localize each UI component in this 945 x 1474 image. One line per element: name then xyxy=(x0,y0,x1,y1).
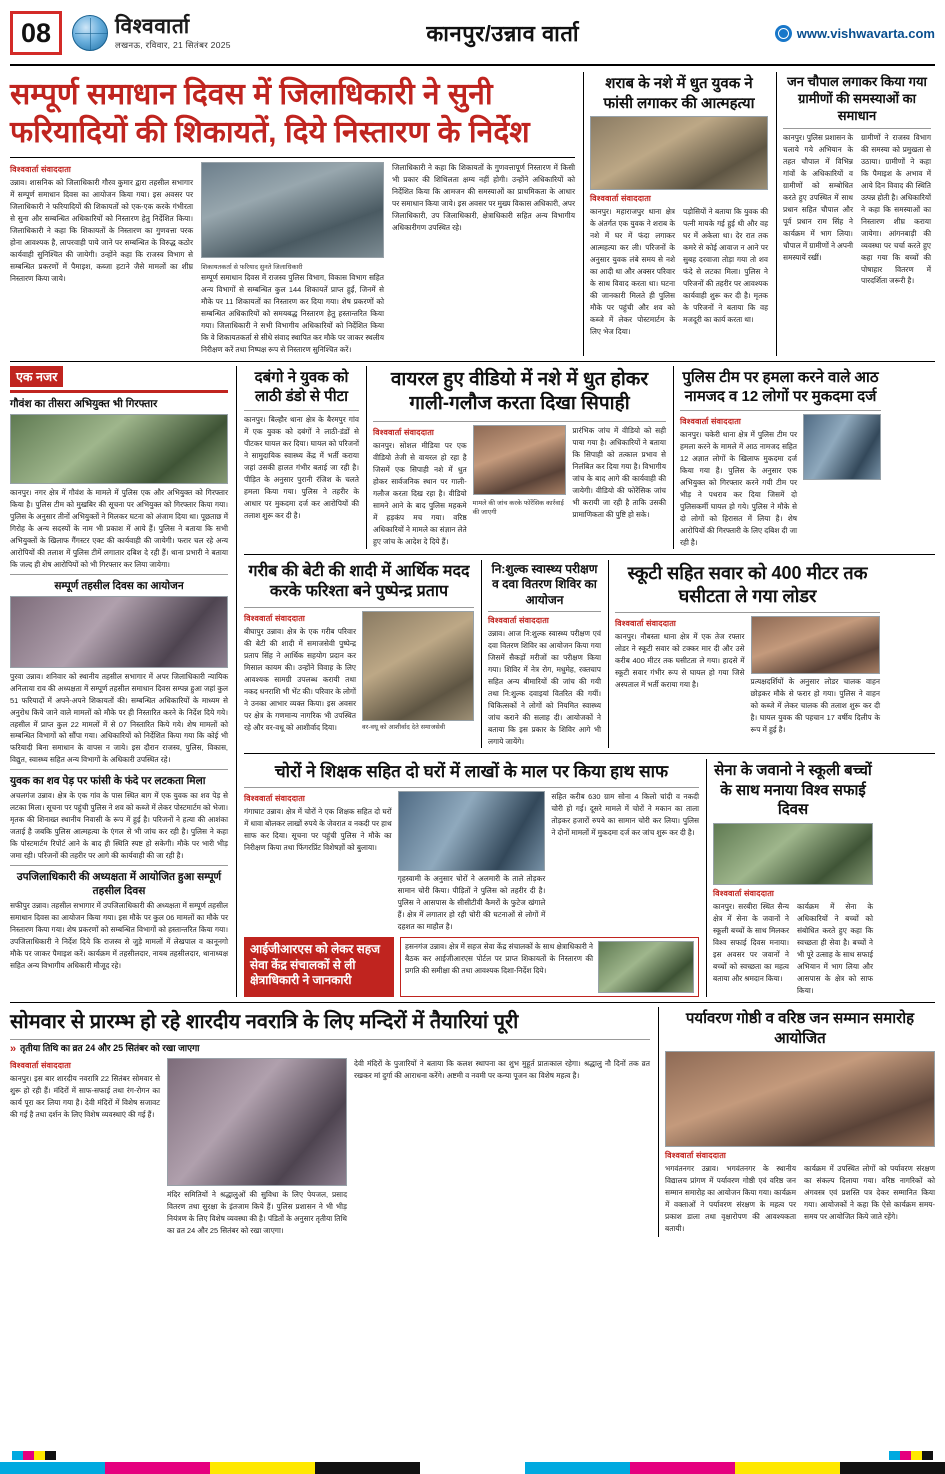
sidebar-item-3-title: उपजिलाधिकारी की अध्यक्षता में आयोजित हुआ सम्पूर्ण तहसील दिवस xyxy=(16,871,222,898)
story-viral-text-2: प्रारंभिक जांच में वीडियो को सही पाया गया है। अधिकारियों ने बताया कि सिपाही को तत्काल प्रभाव से निलंबित कर दिया गया है। विभागीय जांच के बाद आगे की कार्यवाही की जायेगी। वीडियो की फोरेंसिक जांच भी करायी जा रही है ताकि उसकी प्रामाणिकता की पुष्टि हो सके। xyxy=(572,426,667,519)
story-chor-headline: चोरों ने शिक्षक सहित दो घरों में लाखों के माल पर किया हाथ साफ xyxy=(274,762,669,782)
story-scooty-text-1: कानपुर। नौबस्ता थाना क्षेत्र में एक तेज रफ्तार लोडर ने स्कूटी सवार को टक्कर मार दी और उसे करीब 400 मीटर तक घसीटता ले गया। हादसे में स्कूटी सवार गंभीर रूप से घायल हो गया जिसे अस्पताल में भर्ती कराया गया है। xyxy=(615,632,745,690)
story-chor-text-1: गंगाघाट उन्नाव। क्षेत्र में चोरों ने एक शिक्षक सहित दो घरों में धावा बोलकर लाखों रुपये के जेवरात व नकदी पर हाथ साफ कर दिया। सूचना पर पहुंची पुलिस ने मौके का निरीक्षण किया तथा फिंगरप्रिंट विशेषज्ञों को बुलाया। xyxy=(244,807,392,853)
website-url: www.vishwavarta.com xyxy=(796,25,935,41)
story-sena-byline: विश्ववार्ता संवाददाता xyxy=(713,888,775,898)
story-viral-byline: विश्ववार्ता संवाददाता xyxy=(373,428,435,438)
sidebar-item-1-title: सम्पूर्ण तहसील दिवस का आयोजन xyxy=(54,579,184,592)
story-shivir-text: उन्नाव। आज नि:शुल्क स्वास्थ्य परीक्षण एवं दवा वितरण शिविर का आयोजन किया गया जिसमें सैकड़ों मरीजों का परीक्षण किया गया। शिविर में नेत्र रोग, मधुमेह, रक्तचाप सहित अन्य बीमारियों की जांच की गयी तथा नि:शुल्क दवाइयां वितरित की गयीं। चिकित्सकों ने लोगों को नियमित स्वास्थ्य जांच कराने की सलाह दी। आयोजकों ने बताया कि इस प्रकार के शिविर आगे भी लगाये जायेंगे। xyxy=(488,629,601,747)
story-viral-photo xyxy=(473,425,567,495)
bottom-subnote: तृतीया तिथि का व्रत 24 और 25 सितंबर को रखा जाएगा xyxy=(20,1043,200,1054)
bottom-right-story xyxy=(658,1007,935,1237)
top-right-byline: विश्ववार्ता संवाददाता xyxy=(590,194,652,203)
bottom-text-2: मंदिर समितियों ने श्रद्धालुओं की सुविधा के लिए पेयजल, प्रसाद वितरण तथा सुरक्षा के इंतजाम किये हैं। पुलिस प्रशासन ने भी भीड़ नियंत्रण के लिए विशेष व्यवस्था की है। पंडितों के अनुसार तृतीया तिथि का व्रत 24 और 25 सितंबर को रखा जाएगा। xyxy=(167,1190,347,1236)
story-danga-text: कानपुर। बिल्हौर थाना क्षेत्र के बैरमपुर गांव में एक युवक को दबंगों ने लाठी-डंडों से पीटकर घायल कर दिया। घायल को परिजनों ने सामुदायिक स्वास्थ्य केंद्र में भर्ती कराया जहां उसकी हालत गंभीर बताई जा रही है। पीड़ित के अनुसार पुरानी रंजिश के चलते हमला किया गया। पुलिस ने तहरीर के आधार पर मुकदमा दर्ज कर आरोपियों की तलाश शुरू कर दी है। xyxy=(244,414,359,520)
far-right-text-2: ग्रामीणों ने राजस्व विभाग की समस्या को प्रमुखता से उठाया। ग्रामीणों ने कहा कि पैमाइश के अभाव में आये दिन विवाद की स्थिति उत्पन्न होती है। अधिकारियों ने कहा कि समस्याओं का निस्तारण शीघ्र कराया जायेगा। आंगनबाड़ी की व्यवस्था पर चर्चा करते हुए कहा गया कि बच्चों की पोषाहार वितरण में पारदर्शिता जरूरी है। xyxy=(861,132,931,286)
chevron-right-icon: » xyxy=(10,1043,17,1056)
bottom-left-story xyxy=(10,1007,650,1237)
far-right-story xyxy=(776,72,931,356)
bottom-text-1: कानपुर। इस बार शारदीय नवरात्रि 22 सितंबर सोमवार से शुरू हो रही हैं। मंदिरों में साफ-सफाई तथा रंग-रोगन का कार्य पूरा कर लिया गया है। देवी मंदिरों में विशेष सजावट की गई है तथा दर्शन के लिए विशेष व्यवस्थाएं की गई हैं। xyxy=(10,1074,160,1120)
story-scooty-headline: स्कूटी सहित सवार को 400 मीटर तक घसीटता ले गया लोडर xyxy=(627,562,868,606)
bottom-headline: सोमवार से प्रारम्भ हो रहे शारदीय नवरात्रि के लिए मन्दिरों में तैयारियां पूरी xyxy=(10,1011,519,1034)
lead-story xyxy=(10,72,575,356)
lead-photo-caption: शिकायतकर्ता से फरियाद सुनते जिलाधिकारी xyxy=(201,263,303,271)
sidebar-item-0 xyxy=(10,397,228,571)
masthead xyxy=(10,6,935,66)
top-right-text-2: पड़ोसियों ने बताया कि युवक की पत्नी मायके गई हुई थी और वह घर में अकेला था। देर रात तक कमरे से कोई आवाज न आने पर सुबह दरवाजा तोड़ा गया तो शव फंदे से लटका मिला। पुलिस ने परिजनों की तहरीर पर आवश्यक कार्यवाही शुरू कर दी है। मृतक के परिजनों ने बताया कि वह मजदूरी का कार्य करता था। xyxy=(683,207,768,324)
story-beti-headline: गरीब की बेटी की शादी में आर्थिक मदद करके फरिश्ता बने पुष्पेन्द्र प्रताप xyxy=(248,562,470,601)
story-chor-byline: विश्ववार्ता संवाददाता xyxy=(244,794,306,804)
story-viral-text-1: कानपुर। सोशल मीडिया पर एक वीडियो तेजी से वायरल हो रहा है जिसमें एक सिपाही नशे में धुत होकर सार्वजनिक स्थान पर गाली-गलौज करता दिख रहा है। वीडियो सामने आने के बाद पुलिस महकमे में हड़कंप मच गया। वरिष्ठ अधिकारियों ने मामले का संज्ञान लेते हुए जांच के आदेश दे दिये हैं। xyxy=(373,441,467,546)
bottom-right-text-2: कार्यक्रम में उपस्थित लोगों को पर्यावरण संरक्षण का संकल्प दिलाया गया। वरिष्ठ नागरिकों को अंगवस्त्र एवं प्रशस्ति पत्र देकर सम्मानित किया गया। आयोजकों ने कहा कि ऐसे कार्यक्रम समय-समय पर आयोजित किये जाते रहेंगे। xyxy=(804,1164,935,1222)
story-fir-text: कानपुर। चकेरी थाना क्षेत्र में पुलिस टीम पर हमला करने के मामले में आठ नामजद सहित 12 अज्ञात लोगों के खिलाफ मुकदमा दर्ज किया गया है। पुलिस के अनुसार एक अभियुक्त को गिरफ्तार करने गयी टीम पर भीड़ ने पथराव कर दिया जिसमें दो पुलिसकर्मी घायल हो गये। पुलिस ने मौके से दो लोगों को हिरासत में लिया है। शेष आरोपियों की गिरफ्तारी के लिए दबिश दी जा रही है। xyxy=(680,429,797,547)
far-right-headline: जन चौपाल लगाकर किया गया ग्रामीणों की समस्याओं का समाधान xyxy=(787,74,927,123)
sidebar-item-0-photo xyxy=(10,414,228,484)
story-sena-text-2: कार्यक्रम में सेना के अधिकारियों ने बच्चों को संबोधित करते हुए कहा कि स्वच्छता ही सेवा है। बच्चों ने भी पूरे उत्साह के साथ सफाई अभियान में भाग लिया और आसपास के क्षेत्र को साफ किया। xyxy=(797,901,873,995)
globe-icon xyxy=(72,15,108,51)
story-igrs-box xyxy=(244,937,394,997)
lead-headline: सम्पूर्ण समाधान दिवस में जिलाधिकारी ने सुनी फरियादियों की शिकायतें, दिये निस्तारण के निर्देश xyxy=(10,78,530,150)
lead-photo xyxy=(201,162,384,258)
story-shivir xyxy=(481,560,601,749)
story-igrs-title: आईजीआरएस को लेकर सहज सेवा केंद्र संचालकों से ली क्षेत्राधिकारी ने जानकारी xyxy=(250,942,381,988)
cmyk-bar-left xyxy=(12,1451,56,1460)
sidebar-item-2-title: युवक का शव पेड़ पर फांसी के फंदे पर लटकता मिला xyxy=(10,775,206,788)
ek-nazar-sidebar xyxy=(10,366,228,997)
story-fir xyxy=(673,366,881,549)
middle-block xyxy=(236,366,935,997)
sidebar-item-2-text: अचलगंज उन्नाव। क्षेत्र के एक गांव के पास स्थित बाग में एक युवक का शव पेड़ से लटका मिला। सूचना पर पहुंची पुलिस ने शव को कब्जे में लेकर पोस्टमार्टम को भेजा। मृतक की शिनाख्त स्थानीय निवासी के रूप में हुई है। परिजनों ने हत्या की आशंका जताई है जबकि पुलिस आत्महत्या के एंगल से भी जांच कर रही है। पुलिस ने कहा कि पोस्टमार्टम रिपोर्ट आने के बाद ही स्थिति स्पष्ट हो सकेगी। मौके पर भारी भीड़ जमा रही। परिजनों की तहरीर पर आगे की कार्यवाही की जा रही है। xyxy=(10,791,228,861)
globe-small-icon xyxy=(775,25,792,42)
story-beti-caption: वर-वधू को आशीर्वाद देते समाजसेवी xyxy=(362,724,446,732)
sidebar-item-1 xyxy=(10,579,228,767)
story-igrs-photo xyxy=(598,941,694,993)
story-igrs-text: हसनगंज उन्नाव। क्षेत्र में सहज सेवा केंद्र संचालकों के साथ क्षेत्राधिकारी ने बैठक कर आईजीआरएस पोर्टल पर प्राप्त शिकायतों के निस्तारण की प्रगति की समीक्षा की तथा आवश्यक दिशा-निर्देश दिये। xyxy=(405,942,593,976)
story-chor-text-2: गृहस्वामी के अनुसार चोरों ने अलमारी के ताले तोड़कर सामान चोरी किया। पीड़ितों ने पुलिस को तहरीर दी है। पुलिस ने आसपास के सीसीटीवी कैमरों के फुटेज खंगाले हैं। क्षेत्र में लगातार हो रही चोरी की घटनाओं से लोगों में दहशत का माहौल है। xyxy=(397,874,546,932)
story-beti-text: बीघापुर उन्नाव। क्षेत्र के एक गरीब परिवार की बेटी की शादी में समाजसेवी पुष्पेन्द्र प्रताप सिंह ने आर्थिक सहयोग प्रदान कर मिसाल कायम की। उन्होंने विवाह के लिए आवश्यक सामग्री उपलब्ध करायी तथा नकद धनराशि भी भेंट की। परिवार के लोगों ने उनका आभार व्यक्त किया। इस अवसर पर क्षेत्र के गणमान्य नागरिक भी उपस्थित रहे और वर-वधू को आशीर्वाद दिया। xyxy=(244,627,356,732)
bottom-right-text-1: भगवंतनगर उन्नाव। भगवंतनगर के स्थानीय विद्यालय प्रांगण में पर्यावरण गोष्ठी एवं वरिष्ठ जन सम्मान समारोह का आयोजन किया गया। कार्यक्रम में वक्ताओं ने पर्यावरण संरक्षण के महत्व पर प्रकाश डाला तथा वृक्षारोपण की आवश्यकता बतायी। xyxy=(665,1164,796,1234)
ek-nazar-badge: एक नजर xyxy=(10,366,63,387)
story-sena xyxy=(706,759,873,997)
bottom-right-photo xyxy=(665,1051,935,1147)
story-viral-caption: मामले की जांच करके फोरेंसिक कार्रवाई की जाएगी xyxy=(472,500,564,517)
sidebar-item-3 xyxy=(10,870,228,972)
story-viral xyxy=(366,366,666,549)
brand-name: विश्ववार्ता xyxy=(115,14,190,38)
story-sena-photo xyxy=(713,823,873,885)
top-right-headline: शराब के नशे में धुत युवक ने फांसी लगाकर की आत्महत्या xyxy=(603,75,755,112)
sidebar-item-0-text: कानपुर। नगर क्षेत्र में गौवंश के मामले में पुलिस एक और अभियुक्त को गिरफ्तार किया है। पुलिस टीम को मुखबिर की सूचना पर अभियुक्त को गिरफ्तार किया गया। पुलिस के अनुसार तीनों अभियुक्तों ने मिलकर घटना को अंजाम दिया था। पूछताछ में गिरोह के अन्य सदस्यों के नाम भी प्रकाश में आये हैं। पुलिस ने बताया कि सभी अभियुक्तों के खिलाफ गैंगस्टर एक्ट की कार्यवाही की जायेगी। फरार चल रहे अन्य आरोपियों की तलाश में पुलिस टीमें लगातार दबिश दे रही हैं। थाना प्रभारी ने बताया कि जल्द ही शेष आरोपियों को भी गिरफ्तार कर लिया जायेगा। xyxy=(10,487,228,569)
sidebar-item-1-photo xyxy=(10,596,228,668)
top-right-story xyxy=(583,72,768,356)
print-registration-marks xyxy=(0,1451,945,1460)
story-scooty-text-2: प्रत्यक्षदर्शियों के अनुसार लोडर चालक वाहन छोड़कर मौके से फरार हो गया। पुलिस ने वाहन को कब्जे में लेकर चालक की तलाश शुरू कर दी है। घायल युवक की पहचान 17 वर्षीय दिलीप के रूप में हुई है। xyxy=(750,677,880,735)
story-chor-text-3: सहित करीब 630 ग्राम सोना 4 किलो चांदी व नकदी चोरी हो गई। दूसरे मामले में चोरों ने मकान का ताला तोड़कर हजारों रुपये का सामान चोरी कर लिया। पुलिस ने दोनों मामलों में मुकदमा दर्ज कर जांच शुरू कर दी है। xyxy=(551,792,700,838)
lead-text-3: जिलाधिकारी ने कहा कि शिकायतों के गुणवत्तापूर्ण निस्तारण में किसी भी प्रकार की शिथिलता क्षम्य नहीं होगी। उन्होंने अधिकारियों को निर्देशित किया कि आमजन की समस्याओं का प्राथमिकता के आधार पर समाधान किया जाये। इस अवसर पर मुख्य विकास अधिकारी, अपर जिलाधिकारी, उप जिलाधिकारी, क्षेत्राधिकारी सहित अन्य विभागीय अधिकारीगण उपस्थित रहे। xyxy=(392,162,575,232)
story-chor-photo xyxy=(398,791,546,871)
color-calibration-bar xyxy=(0,1462,945,1474)
lead-byline: विश्ववार्ता संवाददाता xyxy=(10,164,72,174)
far-right-text-1: कानपुर। पुलिस प्रशासन के चलाये गये अभियान के तहत चौपाल में विभिन्न गांवों के अधिकारियों व ग्रामीणों को सम्बोधित करते हुए उपस्थित में साथ प्रधान सहित चौपाल और पूर्व प्रधान राम सिंह ने कार्यक्रम में भाग लिया। चौपाल में ग्रामीणों ने अपनी समस्यायें रखीं। xyxy=(783,132,853,262)
bottom-right-byline: विश्ववार्ता संवाददाता xyxy=(665,1151,727,1161)
story-chor xyxy=(244,759,699,997)
bottom-photo-1 xyxy=(167,1058,347,1186)
story-scooty-photo xyxy=(751,616,881,674)
story-shivir-headline: नि:शुल्क स्वास्थ्य परीक्षण व दवा वितरण शिविर का आयोजन xyxy=(491,561,598,607)
story-viral-headline: वायरल हुए वीडियो में नशे में धुत होकर गाली-गलौज करता दिखा सिपाही xyxy=(390,368,649,415)
bottom-text-3: देवी मंदिरों के पुजारियों ने बताया कि कलश स्थापना का शुभ मुहूर्त प्रातःकाल रहेगा। श्रद्धालु नौ दिनों तक व्रत रखकर मां दुर्गा की आराधना करेंगे। अष्टमी व नवमी पर कन्या पूजन का विशेष महत्व है। xyxy=(354,1059,650,1081)
story-beti-photo xyxy=(362,611,474,721)
sidebar-item-3-text: सफीपुर उन्नाव। तहसील सभागार में उपजिलाधिकारी की अध्यक्षता में सम्पूर्ण तहसील समाधान दिवस का आयोजन किया गया। इस मौके पर कुल 06 मामलों का मौके पर निस्तारण किया गया। शेष प्रकरणों को सम्बन्धित विभागों को हस्तान्तरित किया गया। उपजिलाधिकारी ने निर्देश दिये कि राजस्व से जुड़े मामलों में लेखपाल व कानूनगो मौके पर जाकर पैमाइश करें। कार्यक्रम में तहसीलदार, नायब तहसीलदार, थानाध्यक्ष सहित अन्य विभागीय अधिकारी मौजूद रहे। xyxy=(10,901,228,971)
sidebar-item-2 xyxy=(10,774,228,862)
bottom-byline: विश्ववार्ता संवाददाता xyxy=(10,1061,72,1071)
story-danga xyxy=(244,366,359,549)
cmyk-bar-right xyxy=(889,1451,933,1460)
story-sena-headline: सेना के जवानो ने स्कूली बच्चों के साथ मनाया विश्व सफाई दिवस xyxy=(714,762,872,819)
edition-title: कानपुर/उन्नाव वार्ता xyxy=(426,21,580,46)
story-beti-byline: विश्ववार्ता संवाददाता xyxy=(244,614,306,624)
lead-col-3 xyxy=(392,162,575,356)
lead-col-1 xyxy=(10,162,193,356)
top-right-photo xyxy=(590,116,768,190)
page-number: 08 xyxy=(10,11,62,55)
website-link[interactable] xyxy=(775,25,935,42)
bottom-block xyxy=(10,1007,935,1237)
story-fir-photo xyxy=(803,414,881,480)
bottom-right-headline: पर्यावरण गोष्ठी व वरिष्ठ जन सम्मान समारोह आयोजित xyxy=(685,1010,915,1047)
story-scooty-byline: विश्ववार्ता संवाददाता xyxy=(615,619,677,629)
story-danga-headline: दबंगो ने युवक को लाठी डंडो से पीटा xyxy=(254,368,349,406)
brand-subtitle: लखनऊ, रविवार, 21 सितंबर 2025 xyxy=(115,39,231,50)
story-fir-byline: विश्ववार्ता संवाददाता xyxy=(680,416,742,426)
story-beti xyxy=(244,560,474,749)
lead-text-2: सम्पूर्ण समाधान दिवस में राजस्व पुलिस विभाग, विकास विभाग सहित अन्य विभागों से सम्बन्धित कुल 144 शिकायतें प्राप्त हुईं, जिनमें से मौके पर 11 शिकायतों का निस्तारण कर दिया गया। शेष प्रकरणों को सम्बन्धित अधिकारियों को समयबद्ध निस्तारण हेतु हस्तान्तरित किया गया। जिलाधिकारी ने सभी विभागीय अधिकारियों को निर्देशित किया कि वे शिकायतकर्ता से सीधे संवाद स्थापित कर मौके पर जाकर स्थलीय निरीक्षण करें तथा निष्पक्ष रूप से निस्तारण सुनिश्चित करें। xyxy=(201,272,384,354)
sidebar-item-0-title: गौवंश का तीसरा अभियुक्त भी गिरफ्तार xyxy=(10,397,158,410)
story-fir-headline: पुलिस टीम पर हमला करने वाले आठ नामजद व 12 लोगों पर मुकदमा दर्ज xyxy=(682,368,879,406)
story-shivir-byline: विश्ववार्ता संवाददाता xyxy=(488,616,550,626)
lead-text-1: उन्नाव। शासनिक को जिलाधिकारी गौरव कुमार द्वारा तहसील सभागार में सम्पूर्ण समाधान दिवस का आयोजन किया गया। इस अवसर पर जिलाधिकारी ने फरियादियों की शिकायतों को एक-एक करके गंभीरता से सुना और सम्बन्धित अधिकारियों को निस्तारण हेतु निर्देशित किया। जिलाधिकारी ने कहा कि शिकायतों के निस्तारण का गुणवत्ता परक होना आवश्यक है, लापरवाही पाये जाने पर सम्बन्धित के विरुद्ध कठोर कार्यवाही सुनिश्चित की जायेगी। उन्होंने कहा कि राजस्व विभाग से सम्बन्धित प्रकरणों में पैमाइश, कब्जा हटाने जैसे मामलों का शीघ्र निस्तारण किया जाये। xyxy=(10,177,193,283)
story-sena-text-1: कानपुर। सरबीरा स्थित सैन्य क्षेत्र में सेना के जवानों ने स्कूली बच्चों के साथ मिलकर विश्व सफाई दिवस मनाया। इस अवसर पर जवानों ने बच्चों को स्वच्छता का महत्व बताया और श्रमदान किया। xyxy=(713,901,789,983)
sidebar-item-1-text: पुरवा उन्नाव। शनिवार को स्थानीय तहसील सभागार में अपर जिलाधिकारी न्यायिक अनिलाया राव की अध्यक्षता में सम्पूर्ण तहसील समाधान दिवस सम्पन्न हुआ जहां कुल 51 फरियादों में अपने-अपने शिकायतों की। सम्बन्धित अधिकारियों के माध्यम से अनुरोध किये जाने वाले मामलों को मौके पर ही निस्तारित करने के निर्देश दिये गये। तहसील में प्राप्त कुल 22 मामलों में से 07 निस्तारित किये गये। शेष मामलों को सम्बन्धित विभागों को सौंपा गया। अधिकारियों को निर्देशित किया गया कि कोई भी फरियादी बिना समाधान के वापस न जाये। इस दौरान राजस्व, पुलिस, विकास, विद्युत, स्वास्थ्य सहित अन्य विभागों के अधिकारी उपस्थित रहे। xyxy=(10,671,228,765)
top-right-text-1: कानपुर। महाराजपुर थाना क्षेत्र के अंतर्गत एक युवक ने शराब के नशे में घर में फंदा लगाकर आत्महत्या कर ली। परिजनों के अनुसार युवक लंबे समय से नशे का आदी था और अक्सर परिवार के साथ विवाद करता था। घटना की जानकारी मिलते ही पुलिस मौके पर पहुंची और शव को कब्जे में लेकर पोस्टमार्टम के लिए भेज दिया। xyxy=(590,207,675,336)
story-scooty xyxy=(608,560,880,749)
lead-col-2 xyxy=(201,162,384,356)
newspaper-logo xyxy=(72,15,231,51)
